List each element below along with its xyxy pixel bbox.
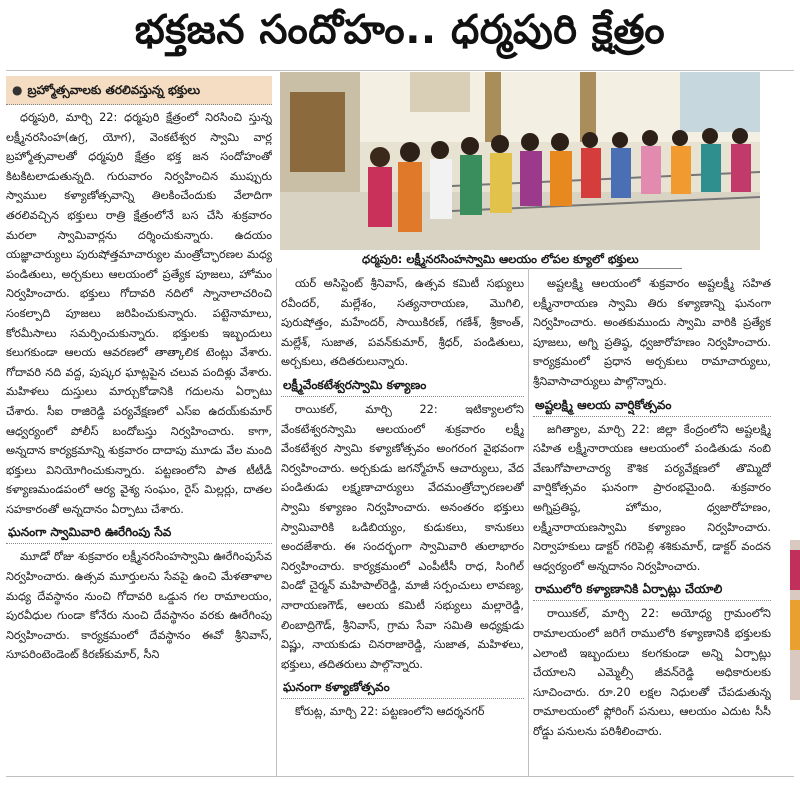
article-subhead: రాములోరి కళ్యాణానికి ఏర్పాట్లు చేయాలి <box>533 578 771 601</box>
column-divider <box>276 268 277 776</box>
article-paragraph: కోరుట్ల, మార్చి 22: పట్టణంలోని ఆదర్శనగర్ <box>295 705 485 719</box>
bullet-icon: ● <box>12 83 23 97</box>
photo-caption: ధర్మపురి: లక్ష్మీనరసింహస్వామి ఆలయం లోపల క్యూలో భక్తులు <box>362 252 639 266</box>
temple-crowd-photo <box>280 72 760 250</box>
article-column-3 <box>533 274 771 776</box>
article-subhead: ఘనంగా స్వామివారి ఊరేగింపు సేవ <box>6 521 272 544</box>
bottom-rule <box>6 776 794 777</box>
caption-underline <box>382 268 682 269</box>
article-paragraph: మూడో రోజు శుక్రవారం లక్ష్మీనరసింహస్వామి ఊరేగింపుసేవ నిర్వహించారు. ఉత్సవ మూర్తులను సేవపై ఉంచి మేళతాళాల మధ్య దేవస్థానం నుంచి గోదావరి ఒడ్డున గల రామాలయం, పురవీధుల గుండా కోనేరు నుంచి దేవస్థానం వరకు ఊరేగింపు నిర్వహించారు. కార్యక్రమంలో దేవస్థానం ఈవో శ్రీనివాస్, సూపరింటెండెంట్ కిరణ్‌కుమార్, సీని <box>6 550 272 662</box>
headline: భక్తజన సందోహం.. ధర్మపురి క్షేత్రం <box>134 7 666 53</box>
article-paragraph: రాయికల్, మార్చి 22: అయోధ్య గ్రామంలోని రామాలయంలో జరిగే రాములోరి కళ్యాణానికి భక్తులకు ఎలాంటి ఇబ్బందులు కలగకుండా అన్ని ఏర్పాట్లు చేయాలని ఎమ్మెల్సీ జీవన్‌రెడ్డి అధికారులకు సూచించారు. రూ.20 లక్షల నిధులతో చేపడుతున్న రామాలయంలో ఫ్లోరింగ్ పనులు, ఆలయం ఎదుట సీసీ రోడ్డు పనులను పరిశీలించారు. <box>533 607 771 738</box>
headline-rule <box>6 70 794 71</box>
side-photo-strip <box>790 540 800 700</box>
subhead-text: బ్రహ్మోత్సవాలకు తరలివస్తున్న భక్తులు <box>27 83 201 97</box>
column-divider <box>528 268 529 776</box>
article-paragraph: జగిత్యాల, మార్చి 22: జిల్లా కేంద్రంలోని అష్టలక్ష్మి సహిత లక్ష్మీనారాయణ ఆలయంలో పండితుడు నంబి వేణుగోపాలాచార్య కౌశిక పర్యవేక్షణలో తొమ్మిదో వార్షికోత్సవం ఘనంగా ప్రారంభమైంది. శుక్రవారం అగ్నిప్రతిష్ఠ, హోమం, ధ్వజారోహణం, లక్ష్మీనారాయణస్వామి కళ్యాణం నిర్వహించారు. నిర్వాహకులు డాక్టర్ గరిపెల్లి శశికుమార్, డాక్టర్ వందన ఆధ్వర్యంలో అన్నదానం నిర్వహించారు. <box>533 422 771 573</box>
article-paragraph: అష్టలక్ష్మి ఆలయంలో శుక్రవారం అష్టలక్ష్మీ సహిత లక్ష్మీనారాయణ స్వామి తిరు కళ్యాణాన్ని ఘనంగా నిర్వహించారు. అంతకుముందు స్వామి వారికి ప్రత్యేక పూజలు, అగ్ని ప్రతిష్ఠ, ధ్వజారోహణం నిర్వహించారు. కార్యక్రమంలో ప్రధాన అర్చకులు రామాచార్యులు, శ్రీనివాసాచార్యులు పాల్గొన్నారు. <box>533 277 771 388</box>
article-column-1 <box>6 74 272 776</box>
article-subhead: లక్ష్మీవేంకటేశ్వరస్వామి కళ్యాణం <box>281 374 524 397</box>
article-paragraph: రాయికల్, మార్చి 22: ఇటిక్యాలలోని వేంకటేశ్వరస్వామి ఆలయంలో శుక్రవారం లక్ష్మీ వేంకటేశ్వర స్వామి కళ్యాణోత్సవం అంగరంగ వైభవంగా నిర్వహించారు. అర్చకుడు జగన్మోహన్ ఆచార్యులు, వేద పండితుడు లక్ష్మణాచార్యులు వేదమంత్రోచ్ఛారణలతో స్వామి కళ్యాణం నిర్వహించారు. అనంతరం భక్తులు స్వామివారికి ఒడిబియ్యం, కుడుకలు, కానుకలు అందజేశారు. ఈ సందర్భంగా స్వామివారి తులాభారం నిర్వహించారు. కార్యక్రమంలో ఎంపీటీసీ రాధ, సింగిల్ విండో చైర్మన్ మహిపాల్‌రెడ్డి, మాజీ సర్పంచులు లావణ్య, నారాయణగౌడ్, ఆలయ కమిటీ సభ్యులు మల్లారెడ్డి, లింబాద్రిగౌడ్, శ్రీనివాస్, గ్రామ సేవా సమితి అధ్యక్షుడు విష్ణు, నాయకుడు చినరాజారెడ్డి, సుజాత, మహిళలు, భక్తులు, తదితరులు పాల్గొన్నారు. <box>281 402 524 671</box>
article-column-2 <box>281 274 524 776</box>
article-subhead-main <box>6 76 272 105</box>
article-subhead: అష్టలక్ష్మి ఆలయ వార్షికోత్సవం <box>533 394 771 417</box>
article-paragraph: ధర్మపురి, మార్చి 22: ధర్మపురి క్షేత్రంలో నిరసించి స్తున్న లక్ష్మీనరసింహ(ఉగ్ర, యోగ), వెంకటేశ్వర స్వామి వార్ల బ్రహ్మోత్సవాలతో ధర్మపురి క్షేత్రం భక్త జన సందోహంతో కిటకిటలాడుతున్నది. గురువారం నిర్వహించిన ముప్పురు స్వాముల కళ్యాణోత్సవాన్ని తిలకించేందుకు వేలాదిగా తరలివచ్చిన భక్తులు రాత్రి క్షేత్రంలోనే బస చేసి శుక్రవారం మరలా స్వామివార్లను దర్శించుకున్నారు. ఉదయం యజ్ఞాచార్యులు పురుషోత్తమాచార్యుల మంత్రోచ్ఛారణల మధ్య పండితులు, అర్చకులు ఆలయంలో ప్రత్యేక పూజలు, హోమం నిర్వహించారు. భక్తులు గోదావరి నదిలో స్నానాలాచరించి సంకల్పాది పూజలు జరిపించుకున్నారు. పట్టెనామాలు, కోరమీసాలు సమర్పించుకున్నారు. భక్తులకు ఇబ్బందులు కలుగకుండా ఆలయ ఆవరణలో తాత్కాలిక టెంట్లు వేశారు. గోదావరి నది వద్ద, పుష్కర ఘాట్లపైన చలువ పందిళ్లు వేశారు. మహిళలు దుస్తులు మార్చుకోడానికి గదులను ఏర్పాటు చేశారు. సీఐ రాజిరెడ్డి పర్యవేక్షణలో ఎస్ఐ ఉదయ్‌కుమార్ ఆధ్వర్యంలో పోలీస్ బందోబస్తు నిర్వహించారు. కాగా, అన్నదాన కార్యక్రమాన్ని శుక్రవారం దాదాపు మూడు వేల మంది భక్తులు వినియోగించుకున్నారు. పట్టణంలోని పాత టీటీడీ కళ్యాణమండపంలో ఆర్య వైశ్య సంఘం, రైస్ మిల్లర్లు, దాతల సహకారంతో అన్నదానం ఏర్పాటు చేశారు. <box>6 111 272 516</box>
article-paragraph: యర్ అసిస్టెంట్ శ్రీనివాస్, ఉత్సవ కమిటీ సభ్యులు రవీందర్, మల్లేశం, సత్యనారాయణ, మొగిలి, పురుషోత్తం, మహేందర్, సాయికిరణ్, గణేశ్, శ్రీకాంత్, మల్లేశ్, సుజాత, పవన్‌కుమార్, శ్రీధర్, పండితులు, అర్చకులు, తదితరులున్నారు. <box>281 277 524 369</box>
article-subhead: ఘనంగా కళ్యాణోత్సవం <box>281 676 524 699</box>
